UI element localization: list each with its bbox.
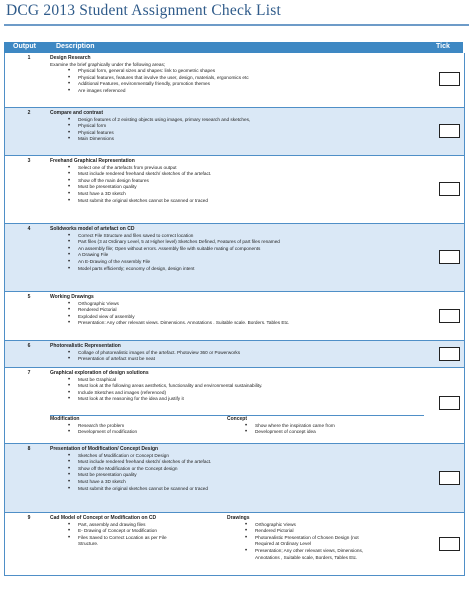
list-item: • Must include rendered freehand sketch/ sketches of the artefact. — [50, 459, 426, 466]
list-item: • Must submit the original sketches cannot be scanned or traced — [50, 486, 426, 493]
list-item-continuation: Structure. — [78, 541, 99, 547]
row-title: Working Drawings — [50, 294, 94, 300]
row-title: Graphical exploration of design solutions — [50, 370, 149, 376]
table-row — [5, 53, 464, 108]
table-row — [5, 341, 464, 368]
tick-checkbox[interactable] — [439, 471, 460, 485]
table-header — [4, 42, 463, 53]
list-item: • Physical form — [50, 123, 426, 130]
list-item: • Include Sketches and images (referenced) — [50, 390, 426, 397]
list-item: • Physical features — [50, 130, 426, 137]
output-number: 3 — [27, 158, 31, 164]
table-row — [5, 368, 464, 444]
list-item: • Must include rendered freehand sketch/ sketches of the artefact. — [50, 171, 426, 178]
list-item: • Must look at the following areas aesthetics, functionality and environmental sustainability. — [50, 383, 426, 390]
output-number: 6 — [27, 343, 31, 349]
list-item: • Must be presentation quality — [50, 472, 426, 479]
tick-checkbox[interactable] — [439, 537, 460, 551]
list-item: • Research the problem — [50, 423, 230, 430]
header-description: Description — [56, 43, 95, 50]
list-item: • Main Dimensions — [50, 136, 426, 143]
tick-checkbox[interactable] — [439, 182, 460, 196]
list-item: • Must be presentation quality — [50, 184, 426, 191]
title-underline — [4, 24, 469, 26]
list-item: • Show off the main design features — [50, 178, 426, 185]
output-number: 5 — [27, 294, 31, 300]
list-item: • Rendered Pictorial — [227, 528, 422, 535]
list-item-continuation: Annotations , Suitable scale, Borders, Tables Etc. — [255, 554, 358, 560]
list-item: • Must submit the original sketches cannot be scanned or traced — [50, 198, 426, 205]
output-number: 2 — [27, 110, 31, 116]
list-item: • Orthographic Views — [50, 301, 426, 308]
drawings-heading: Drawings — [227, 515, 250, 521]
row-title: Cad Model of Concept or Modification on CD — [50, 515, 157, 521]
list-item: • Additional Features, environmentally friendly, promotion themes — [50, 81, 426, 88]
list-item: • Must have a 3D sketch — [50, 191, 426, 198]
header-tick: Tick — [436, 43, 450, 50]
list-item: • A Drawing File — [50, 252, 426, 259]
row-title: Freehand Graphical Representation — [50, 158, 135, 164]
list-item: • Presentation; Any other relevant views, Dimensions, — [227, 548, 422, 555]
table-row — [5, 156, 464, 224]
list-item-continuation: Required at Ordinary Level — [255, 541, 312, 547]
list-item: • Development of concept idea — [227, 429, 417, 436]
table-row — [5, 444, 464, 513]
list-item: • Select one of the artefacts from previous output — [50, 165, 426, 172]
output-number: 8 — [27, 446, 31, 452]
list-item: • Show where the inspiration came from — [227, 423, 417, 430]
table-row — [5, 292, 464, 341]
list-item: • E- Drawing of Concept or Modification — [50, 528, 230, 535]
list-item: • Physical form, general sizes and shapes: link to geometric shapes — [50, 68, 426, 75]
row-title: Presentation of Modification/ Concept Design — [50, 446, 159, 452]
checklist-table — [4, 53, 465, 576]
output-number: 7 — [27, 370, 31, 376]
list-item: • Development of modification — [50, 429, 230, 436]
tick-checkbox[interactable] — [439, 250, 460, 264]
list-item: • Design features of 2 existing objects using images, primary research and sketches, — [50, 117, 426, 124]
list-item: • Sketches of Modification or Concept Design — [50, 453, 426, 460]
list-item: • An assembly file; Open without errors. Assembly file with suitable mating of components — [50, 246, 426, 253]
table-row — [5, 513, 464, 576]
output-number: 4 — [27, 226, 31, 232]
list-item: • Files Saved to Correct Location as per File — [50, 535, 230, 542]
modification-heading: Modification — [50, 416, 80, 422]
tick-checkbox[interactable] — [439, 309, 460, 323]
list-item: • Must have a 3D sketch — [50, 479, 426, 486]
list-item: • Model parts efficiently; economy of design, design intent — [50, 266, 426, 273]
output-number: 9 — [27, 515, 31, 521]
list-item: • Are images referenced — [50, 88, 426, 95]
list-item: • Presentation of artefact must be neat — [50, 356, 426, 363]
tick-checkbox[interactable] — [439, 347, 460, 361]
table-row — [5, 108, 464, 156]
list-item: • Must be Graphical — [50, 377, 426, 384]
table-row — [5, 224, 464, 292]
list-item: • Part files (3 at Ordinary Level, 5 at Higher level) Sketches Defined, Features of part files renamed — [50, 239, 426, 246]
tick-checkbox[interactable] — [439, 124, 460, 138]
row-title: Photorealistic Representation — [50, 343, 121, 349]
tick-checkbox[interactable] — [439, 396, 460, 410]
list-item: • Part, assembly and drawing files — [50, 522, 230, 529]
list-item: • Photorealistic Presentation of Chosen Design (not — [227, 535, 422, 542]
list-item: • Orthographic Views — [227, 522, 422, 529]
list-item: • Presentation: Any other relevant views. Dimensions. Annotations . Suitable scale. Borders. Tables Etc. — [50, 320, 426, 327]
row-title: Solidworks model of artefact on CD — [50, 226, 135, 232]
output-number: 1 — [27, 55, 31, 61]
page-title: DCG 2013 Student Assignment Check List — [6, 2, 281, 19]
list-item: • Physical features, features that involve the user, design, materials, ergonomics etc — [50, 75, 426, 82]
list-item: • Rendered Pictorial — [50, 307, 426, 314]
row-title: Design Research — [50, 55, 91, 61]
list-item: • An E-Drawing of the Assembly File — [50, 259, 426, 266]
tick-checkbox[interactable] — [439, 72, 460, 86]
list-item: • Collage of photorealistic images of the artefact. Photoview 360 or Powerworks — [50, 350, 426, 357]
header-output: Output — [13, 43, 36, 50]
list-item: • Must look at the reasoning for the idea and justify it — [50, 396, 426, 403]
row-title: Compare and contrast — [50, 110, 104, 116]
list-item: • Correct File Structure and files saved to correct location — [50, 233, 426, 240]
row-intro: Examine the brief graphically under the following areas; — [50, 61, 166, 67]
concept-heading: Concept — [227, 416, 247, 422]
list-item: • Exploded view of assembly — [50, 314, 426, 321]
list-item: • Show off the Modification or the Concept design — [50, 466, 426, 473]
